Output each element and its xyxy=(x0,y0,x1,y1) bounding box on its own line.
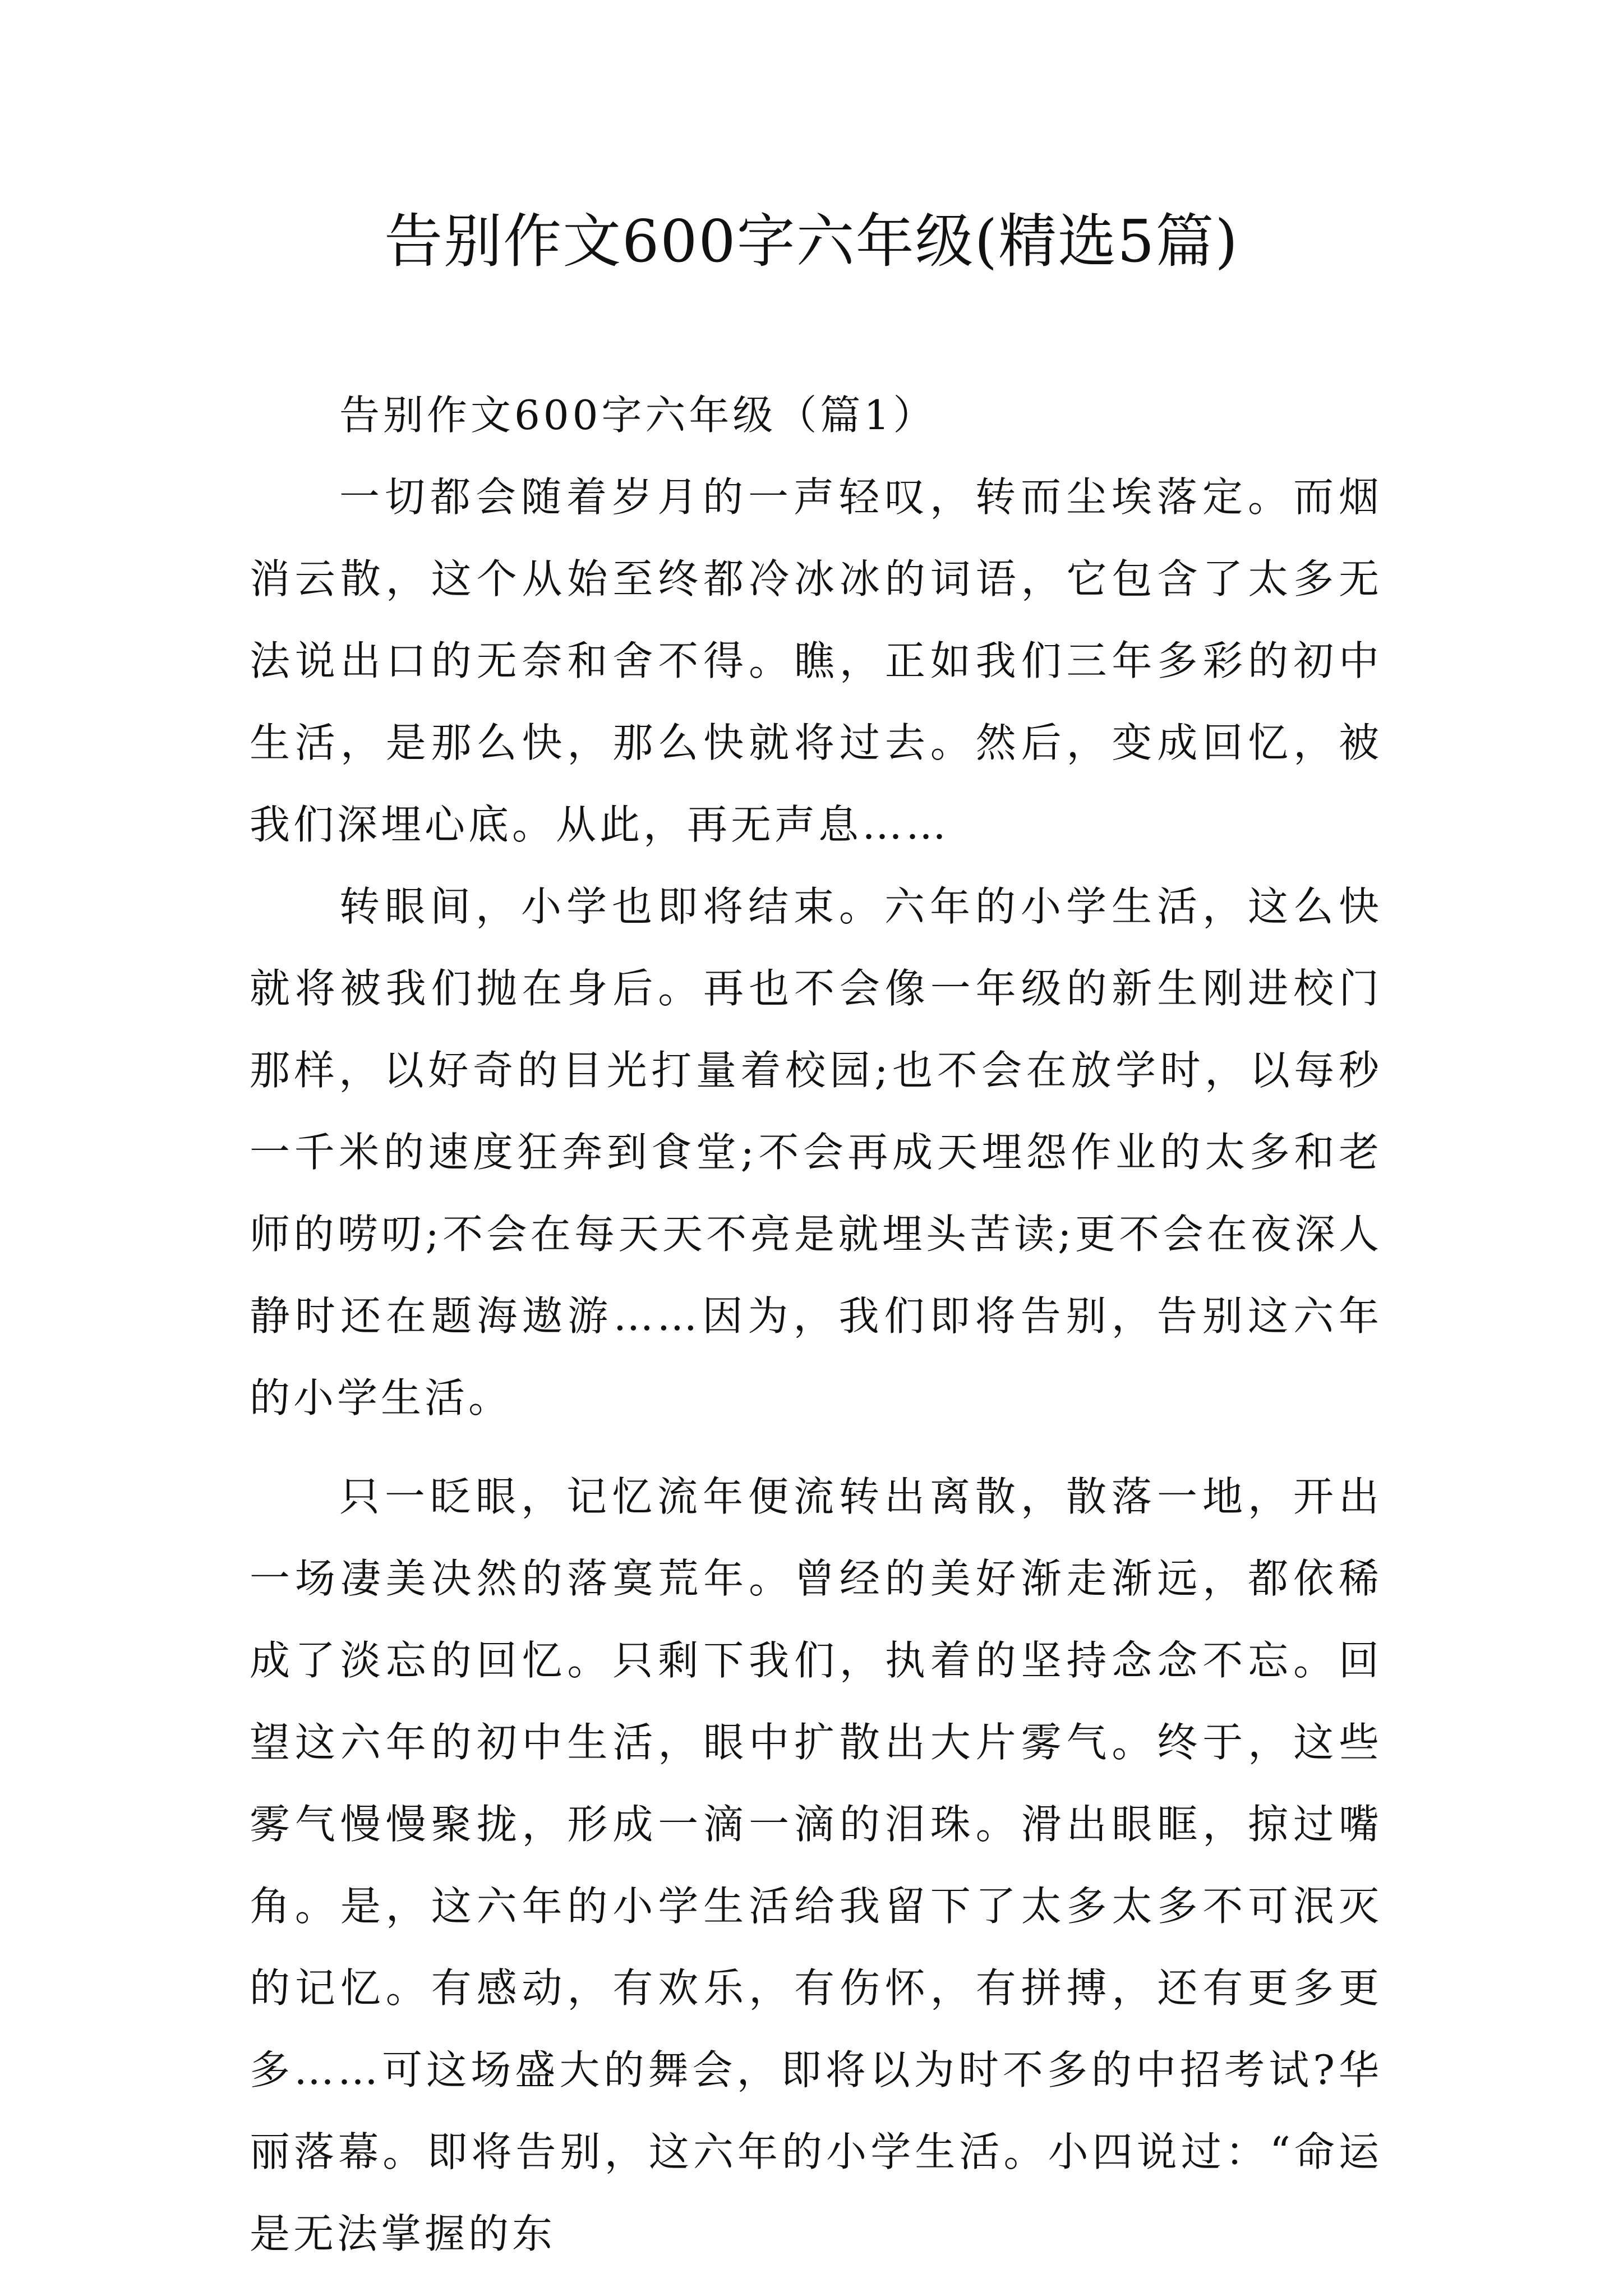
document-body xyxy=(250,374,1382,2275)
paragraph-3: 只一眨眼，记忆流年便流转出离散，散落一地，开出一场凄美决然的落寞荒年。曾经的美好渐走渐远，都依稀成了淡忘的回忆。只剩下我们，执着的坚持念念不忘。回望这六年的初中生活，眼中扩散出大片雾气。终于，这些雾气慢慢聚拢，形成一滴一滴的泪珠。滑出眼眶，掠过嘴角。是，这六年的小学生活给我留下了太多太多不可泯灭的记忆。有感动，有欢乐，有伤怀，有拼搏，还有更多更多……可这场盛大的舞会，即将以为时不多的中招考试?华丽落幕。即将告别，这六年的小学生活。小四说过：“命运是无法掌握的东 xyxy=(250,1473,1382,2257)
section-heading: 告别作文600字六年级（篇1） xyxy=(339,392,937,439)
document-title: 告别作文600字六年级(精选5篇) xyxy=(384,207,1239,275)
paragraph-2: 转眼间，小学也即将结束。六年的小学生活，这么快就将被我们抛在身后。再也不会像一年级的新生刚进校门那样，以好奇的目光打量着校园;也不会在放学时，以每秒一千米的速度狂奔到食堂;不会再成天埋怨作业的太多和老师的唠叨;不会在每天天不亮是就埋头苦读;更不会在夜深人静时还在题海遨游……因为，我们即将告别，告别这六年的小学生活。 xyxy=(250,883,1382,1421)
paragraph-1: 一切都会随着岁月的一声轻叹，转而尘埃落定。而烟消云散，这个从始至终都冷冰冰的词语，它包含了太多无法说出口的无奈和舍不得。瞧，正如我们三年多彩的初中生活，是那么快，那么快就将过去。然后，变成回忆，被我们深埋心底。从此，再无声息…… xyxy=(250,473,1382,848)
